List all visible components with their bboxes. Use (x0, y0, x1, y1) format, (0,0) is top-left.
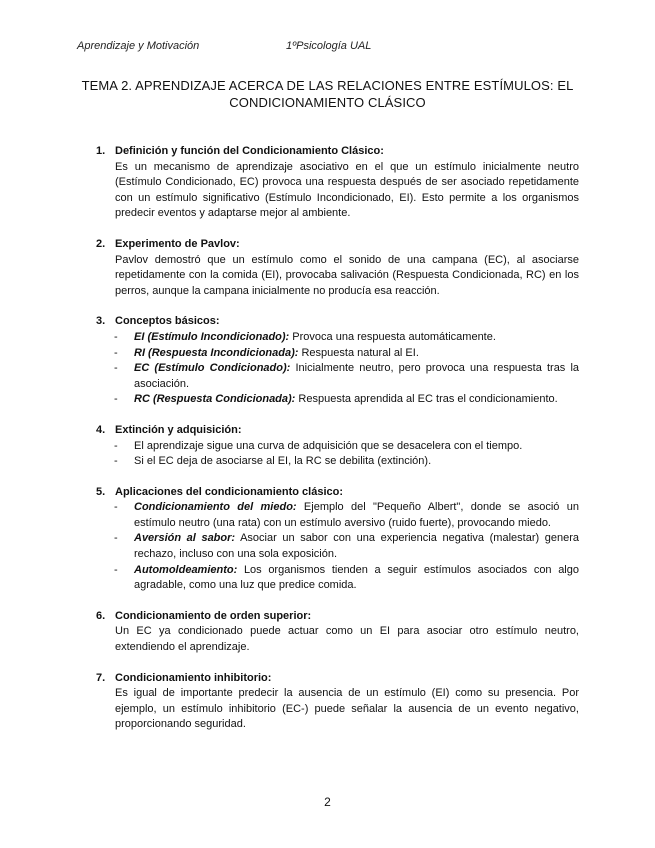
section-number: 4. (96, 423, 106, 436)
section-heading: Conceptos básicos: (115, 315, 220, 328)
list-item: - Si el EC deja de asociarse al EI, la RC se debilita (extinción). (114, 455, 432, 468)
section-2 (96, 237, 579, 299)
page-number: 2 (324, 795, 331, 809)
item-text: Respuesta natural al EI. (301, 346, 419, 359)
list-item: - RC (Respuesta Condicionada): Respuesta aprendida al EC tras el condicionamiento. (114, 393, 558, 406)
section-body: Un EC ya condicionado puede actuar como un EI para asociar otro estímulo neutro, extendiendo el aprendizaje. (115, 625, 579, 654)
section-number: 6. (96, 609, 106, 622)
bullet-list (114, 330, 579, 408)
item-text: El aprendizaje sigue una curva de adquisición que se desacelera con el tiempo. (134, 439, 523, 452)
section-7 (96, 671, 579, 733)
section-heading: Aplicaciones del condicionamiento clásico: (115, 485, 344, 498)
item-text: Respuesta aprendida al EC tras el condicionamiento. (298, 393, 558, 406)
content (96, 144, 579, 748)
item-text: Inicialmente neutro, pero provoca una respuesta tras la asociación. (134, 362, 579, 390)
section-heading: Extinción y adquisición: (115, 423, 242, 436)
section-5 (96, 485, 579, 594)
bullet-list (114, 439, 579, 470)
title-line-1: TEMA 2. APRENDIZAJE ACERCA DE LAS RELACIONES ENTRE ESTÍMULOS: EL (81, 78, 574, 93)
list-item: - El aprendizaje sigue una curva de adquisición que se desacelera con el tiempo. (114, 439, 523, 452)
list-item: - EI (Estímulo Incondicionado): Provoca una respuesta automáticamente. (114, 330, 496, 343)
term: Condicionamiento del miedo: (134, 501, 297, 514)
term: EI (Estímulo Incondicionado): (134, 330, 290, 343)
term: RC (Respuesta Condicionada): (134, 393, 296, 406)
item-text: Si el EC deja de asociarse al EI, la RC se debilita (extinción). (134, 455, 432, 468)
item-text: Ejemplo del "Pequeño Albert", donde se asoció un estímulo neutro (una rata) con un estímulo aversivo (ruido fuerte), provocando miedo. (134, 501, 579, 529)
section-number: 5. (96, 485, 106, 498)
section-4 (96, 423, 579, 470)
page-title (60, 77, 595, 111)
section-heading: Condicionamiento de orden superior: (115, 609, 312, 622)
bullet-list (114, 500, 580, 594)
section-3 (96, 314, 579, 408)
title-line-2: CONDICIONAMIENTO CLÁSICO (229, 95, 426, 110)
section-6 (96, 609, 579, 656)
section-body: Pavlov demostró que un estímulo como el sonido de una campana (EC), al asociarse repetidamente con la comida (EI), provocaba salivación (Respuesta Condicionada, RC) en los perros, aunque la campana inicialmente no producía esa reacción. (115, 253, 579, 297)
section-1 (96, 144, 579, 222)
section-heading: Definición y función del Condicionamiento Clásico: (115, 145, 384, 157)
list-item: - Aversión al sabor: Asociar un sabor con una experiencia negativa (malestar) genera rechazo, incluso con una sola exposición. (114, 532, 580, 561)
section-heading: Experimento de Pavlov: (115, 237, 240, 250)
section-number: 7. (96, 671, 106, 684)
section-body: Es igual de importante predecir la ausencia de un estímulo (EI) como su presencia. Por ejemplo, un estímulo inhibitorio (EC-) puede señalar la ausencia de un evento negativo, proporcionando seguridad. (115, 687, 579, 731)
section-body: Es un mecanismo de aprendizaje asociativo en el que un estímulo inicialmente neutro (Estímulo Condicionado, EC) provoca una respuesta después de ser asociado repetidamente con un estímulo significativo (Estímulo Incondicionado, EI). Esto permite a los organismos predecir eventos y adaptarse mejor al ambiente. (115, 160, 579, 220)
header-degree: 1ºPsicología UAL (286, 40, 372, 52)
section-number: 2. (96, 237, 106, 250)
item-text: Provoca una respuesta automáticamente. (292, 330, 496, 343)
list-item: - Automoldeamiento: Los organismos tienden a seguir estímulos asociados con algo agradable, como una luz que predice comida. (114, 563, 579, 592)
term: Aversión al sabor: (134, 532, 236, 545)
section-heading: Condicionamiento inhibitorio: (115, 671, 272, 684)
list-item: - Condicionamiento del miedo: Ejemplo del "Pequeño Albert", donde se asoció un estímulo neutro (una rata) con un estímulo aversivo (ruido fuerte), provocando miedo. (114, 501, 579, 529)
list-item: - EC (Estímulo Condicionado): Inicialmente neutro, pero provoca una respuesta tras la asociación. (114, 362, 579, 390)
section-number: 3. (96, 315, 106, 328)
header-course: Aprendizaje y Motivación (77, 40, 200, 52)
term: RI (Respuesta Incondicionada): (134, 346, 299, 359)
item-text: Los organismos tienden a seguir estímulos asociados con algo agradable, como una luz que predice comida. (134, 563, 579, 592)
item-text: Asociar un sabor con una experiencia negativa (malestar) genera rechazo, incluso con una sola exposición. (134, 532, 580, 561)
term: EC (Estímulo Condicionado): (134, 362, 291, 375)
list-item: - RI (Respuesta Incondicionada): Respuesta natural al EI. (114, 346, 419, 359)
term: Automoldeamiento: (134, 563, 238, 576)
section-number: 1. (96, 145, 106, 157)
